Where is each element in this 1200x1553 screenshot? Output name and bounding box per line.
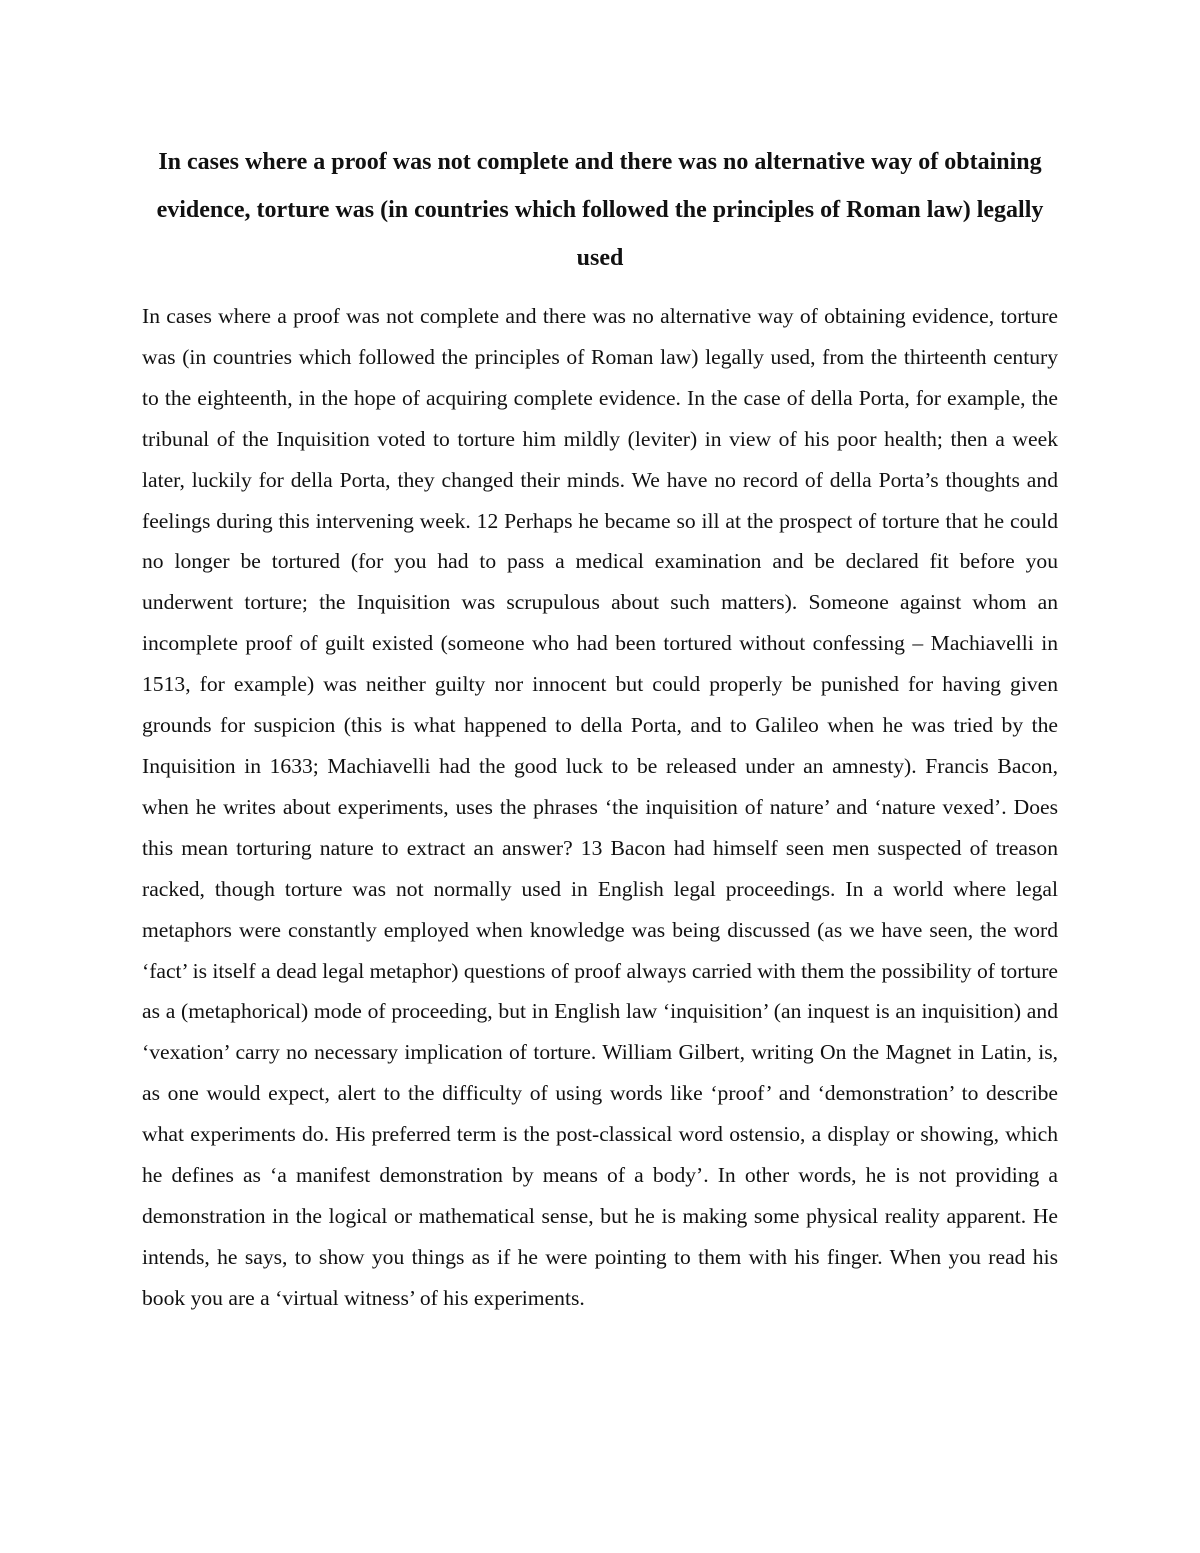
body-paragraph: In cases where a proof was not complete and there was no alternative way of obtaining evidence, torture was (in countries which followed the principles of Roman law) legally used, from the thirteenth century to the eighteenth, in the hope of acquiring complete evidence. In the case of della Porta, for example, the tribunal of the Inquisition voted to torture him mildly (leviter) in view of his poor health; then a week later, luckily for della Porta, they changed their minds. We have no record of della Porta’s thoughts and feelings during this intervening week. 12 Perhaps he became so ill at the prospect of torture that he could no longer be tortured (for you had to pass a medical examination and be declared fit before you underwent torture; the Inquisition was scrupulous about such matters). Someone against whom an incomplete proof of guilt existed (someone who had been tortured without confessing – Machiavelli in 1513, for example) was neither guilty nor innocent but could properly be punished for having given grounds for suspicion (this is what happened to della Porta, and to Galileo when he was tried by the Inquisition in 1633; Machiavelli had the good luck to be released under an amnesty). Francis Bacon, when he writes about experiments, uses the phrases ‘the inquisition of nature’ and ‘nature vexed’. Does this mean torturing nature to extract an answer? 13 Bacon had himself seen men suspected of treason racked, though torture was not normally used in English legal proceedings. In a world where legal metaphors were constantly employed when knowledge was being discussed (as we have seen, the word ‘fact’ is itself a dead legal metaphor) questions of proof always carried with them the possibility of torture as a (metaphorical) mode of proceeding, but in English law ‘inquisition’ (an inquest is an inquisition) and ‘vexation’ carry no necessary implication of torture. William Gilbert, writing On the Magnet in Latin, is, as one would expect, alert to the difficulty of using words like ‘proof’ and ‘demonstration’ to describe what experiments do. His preferred term is the post-classical word ostensio, a display or showing, which he defines as ‘a manifest demonstration by means of a body’. In other words, he is not providing a demonstration in the logical or mathematical sense, but he is making some physical reality apparent. He intends, he says, to show you things as if he were pointing to them with his finger. When you read his book you are a ‘virtual witness’ of his experiments. xyxy=(142,304,1058,1310)
document-title: In cases where a proof was not complete and there was no alternative way of obtaining evidence, torture was (in countries which followed the principles of Roman law) legally used xyxy=(156,149,1044,271)
